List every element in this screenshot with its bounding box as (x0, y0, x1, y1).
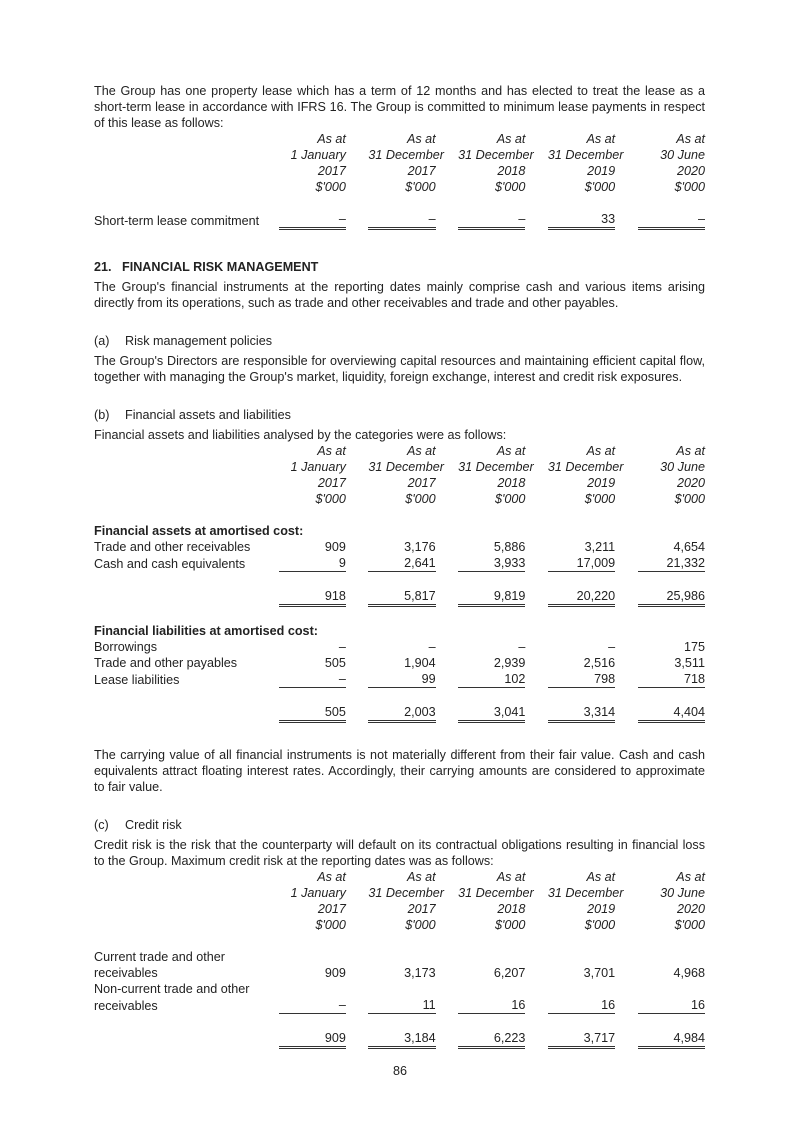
cell-value: 4,968 (673, 966, 705, 980)
column-header-row (94, 131, 705, 147)
row-label: receivables (94, 998, 158, 1013)
cell-value: 5,886 (493, 540, 526, 554)
column-header-row (94, 147, 705, 163)
cell-value: 909 (324, 966, 346, 980)
liabilities-group-title: Financial liabilities at amortised cost: (94, 624, 318, 638)
col-header: 2019 (587, 164, 616, 178)
cell-value: 1,904 (404, 656, 436, 670)
cell-value: 505 (324, 656, 346, 670)
row-label: Cash and cash equivalents (94, 556, 246, 571)
lease-intro-paragraph: The Group has one property lease which has a term of 12 months and has elected to treat the lease as a short-term lease in accordance with IFRS 16. The Group is committed to minimum lease payments in respect of this lease as follows: (94, 84, 705, 130)
subsection-number: (a) (94, 334, 110, 348)
row-label: Lease liabilities (94, 672, 180, 687)
cell-value: 2,939 (493, 656, 526, 670)
total-value: 3,184 (368, 1030, 435, 1048)
col-header: $'000 (405, 918, 436, 932)
row-label: Current trade and other (94, 950, 225, 964)
col-header: 2020 (676, 164, 705, 178)
cell-value: – (518, 640, 526, 654)
cell-value: – (338, 640, 346, 654)
col-header: As at (676, 870, 705, 884)
cell-value: – (279, 671, 346, 688)
col-header: 2020 (676, 902, 705, 916)
page-content (94, 83, 705, 1049)
cell-value: 16 (548, 997, 615, 1014)
col-header: As at (586, 132, 616, 146)
col-header: 2018 (497, 164, 526, 178)
col-header: $'000 (584, 918, 616, 932)
col-header: As at (406, 444, 436, 458)
row-label: Trade and other payables (94, 656, 238, 670)
section-heading: 21. FINANCIAL RISK MANAGEMENT (94, 260, 319, 274)
column-header-row (94, 459, 705, 475)
total-row (94, 588, 705, 606)
col-header: $'000 (495, 180, 526, 194)
row-label: Non-current trade and other (94, 982, 250, 996)
col-header: $'000 (495, 918, 526, 932)
column-header-row (94, 475, 705, 491)
table-row (94, 639, 705, 655)
total-value: 3,314 (548, 704, 615, 722)
cell-value: 3,701 (583, 966, 616, 980)
col-header: 31 December (368, 460, 444, 474)
table-row (94, 965, 705, 981)
column-header-row (94, 901, 705, 917)
cell-value: – (279, 211, 346, 229)
page-number: 86 (392, 1064, 407, 1078)
col-header: 2020 (676, 476, 705, 490)
column-header-row (94, 869, 705, 885)
table-row (94, 655, 705, 671)
col-header: $'000 (315, 180, 346, 194)
col-header: 2017 (317, 476, 346, 490)
subsection-heading-c (94, 817, 705, 833)
cell-value: 2,516 (583, 656, 616, 670)
col-header: 2019 (587, 902, 616, 916)
col-header: 2019 (587, 476, 616, 490)
cell-value: 3,211 (584, 540, 616, 554)
table-row (94, 981, 705, 997)
col-header: As at (676, 132, 705, 146)
cell-value: 4,654 (673, 540, 705, 554)
total-row (94, 1030, 705, 1048)
subsection-title: Risk management policies (125, 334, 272, 348)
col-header: $'000 (584, 492, 616, 506)
subsection-title: Financial assets and liabilities (125, 408, 291, 422)
cell-value: 2,641 (368, 555, 435, 572)
col-header: As at (586, 444, 616, 458)
table-row (94, 949, 705, 965)
row-label: Borrowings (94, 640, 157, 654)
table-row (94, 555, 705, 572)
column-header-row (94, 917, 705, 933)
col-header: 31 December (547, 886, 624, 900)
total-value: 20,220 (548, 588, 615, 606)
col-header: 31 December (368, 148, 444, 162)
col-header: 31 December (547, 460, 624, 474)
financial-assets-paragraph: Financial assets and liabilities analysed by the categories were as follows: (94, 428, 507, 442)
subsection-number: (b) (94, 408, 110, 422)
col-header: 2017 (407, 476, 436, 490)
credit-risk-paragraph: Credit risk is the risk that the counterparty will default on its contractual obligations resulting in financial loss to the Group. Maximum credit risk at the reporting dates was as follows: (94, 838, 705, 868)
col-header: 31 December (458, 460, 534, 474)
col-header: $'000 (405, 180, 436, 194)
col-header: $'000 (315, 492, 346, 506)
col-header: As at (496, 870, 526, 884)
col-header: $'000 (315, 918, 346, 932)
total-value: 6,223 (458, 1030, 525, 1048)
col-header: As at (406, 132, 436, 146)
cell-value: – (458, 211, 525, 229)
column-header-row (94, 491, 705, 507)
cell-value: 718 (638, 671, 705, 688)
col-header: 1 January (290, 886, 346, 900)
section-paragraph: The Group's financial instruments at the reporting dates mainly comprise cash and various items arising directly from its operations, such as trade and other receivables and trade and other payables. (94, 280, 705, 310)
col-header: $'000 (674, 180, 705, 194)
table-row (94, 671, 705, 688)
cell-value: 17,009 (548, 555, 615, 572)
subsection-number: (c) (94, 818, 109, 832)
col-header: $'000 (674, 492, 705, 506)
col-header: 31 December (547, 148, 624, 162)
table-row (94, 997, 705, 1014)
financial-instruments-table (94, 443, 705, 723)
total-value: 25,986 (638, 588, 705, 606)
total-row (94, 704, 705, 722)
cell-value: 6,207 (493, 966, 526, 980)
cell-value: – (428, 640, 436, 654)
col-header: As at (496, 132, 526, 146)
cell-value: 9 (279, 555, 346, 572)
column-header-row (94, 179, 705, 195)
col-header: As at (317, 444, 346, 458)
row-label: Trade and other receivables (94, 540, 251, 554)
total-value: 909 (279, 1030, 346, 1048)
col-header: 2017 (317, 164, 346, 178)
total-value: 9,819 (458, 588, 525, 606)
cell-value: 33 (548, 211, 615, 229)
total-value: 505 (279, 704, 346, 722)
cell-value: 102 (458, 671, 525, 688)
cell-value: 11 (368, 997, 435, 1014)
col-header: As at (586, 870, 616, 884)
risk-policies-paragraph: The Group's Directors are responsible for overviewing capital resources and maintaining efficient capital flow, together with managing the Group's market, liquidity, foreign exchange, interest and credit risk exposures. (94, 354, 705, 384)
col-header: 31 December (458, 886, 534, 900)
cell-value: 99 (368, 671, 435, 688)
cell-value: 3,173 (404, 966, 436, 980)
col-header: 2017 (317, 902, 346, 916)
cell-value: 16 (638, 997, 705, 1014)
col-header: $'000 (405, 492, 436, 506)
total-value: 4,984 (638, 1030, 705, 1048)
cell-value: 3,176 (404, 540, 436, 554)
column-header-row (94, 885, 705, 901)
col-header: 2017 (407, 164, 436, 178)
subsection-heading-b (94, 407, 705, 423)
column-header-row (94, 443, 705, 459)
group-title-row (94, 523, 705, 539)
table-row (94, 539, 705, 555)
col-header: As at (406, 870, 436, 884)
col-header: 30 June (660, 460, 705, 474)
col-header: $'000 (674, 918, 705, 932)
col-header: As at (317, 132, 346, 146)
cell-value: 909 (324, 540, 346, 554)
subsection-title: Credit risk (125, 818, 182, 832)
cell-value: – (608, 640, 616, 654)
col-header: $'000 (495, 492, 526, 506)
col-header: 2017 (407, 902, 436, 916)
lease-commitment-table (94, 131, 705, 230)
cell-value: 16 (458, 997, 525, 1014)
assets-group-title: Financial assets at amortised cost: (94, 524, 304, 538)
col-header: 30 June (660, 886, 705, 900)
col-header: $'000 (584, 180, 616, 194)
col-header: 31 December (368, 886, 444, 900)
col-header: 30 June (660, 148, 705, 162)
col-header: 1 January (290, 460, 346, 474)
table-row (94, 211, 705, 229)
cell-value: 3,511 (674, 656, 705, 670)
column-header-row (94, 163, 705, 179)
col-header: As at (317, 870, 346, 884)
total-value: 3,717 (548, 1030, 615, 1048)
col-header: 31 December (458, 148, 534, 162)
col-header: 2018 (497, 476, 526, 490)
cell-value: 798 (548, 671, 615, 688)
cell-value: 21,332 (638, 555, 705, 572)
col-header: As at (496, 444, 526, 458)
row-label: Short-term lease commitment (94, 213, 260, 228)
col-header: 1 January (290, 148, 346, 162)
total-value: 4,404 (638, 704, 705, 722)
subsection-heading-a (94, 333, 705, 349)
cell-value: – (279, 997, 346, 1014)
cell-value: 3,933 (458, 555, 525, 572)
cell-value: – (368, 211, 435, 229)
credit-risk-table (94, 869, 705, 1049)
cell-value: 175 (683, 640, 705, 654)
total-value: 918 (279, 588, 346, 606)
group-title-row (94, 623, 705, 639)
cell-value: – (638, 211, 705, 229)
total-value: 3,041 (458, 704, 525, 722)
col-header: 2018 (497, 902, 526, 916)
carrying-value-paragraph: The carrying value of all financial instruments is not materially different from their fair value. Cash and cash equivalents attract floating interest rates. Accordingly, their carrying amounts are considered to approximate to fair value. (94, 748, 705, 794)
row-label: receivables (94, 966, 158, 980)
total-value: 2,003 (368, 704, 435, 722)
col-header: As at (676, 444, 705, 458)
total-value: 5,817 (368, 588, 435, 606)
